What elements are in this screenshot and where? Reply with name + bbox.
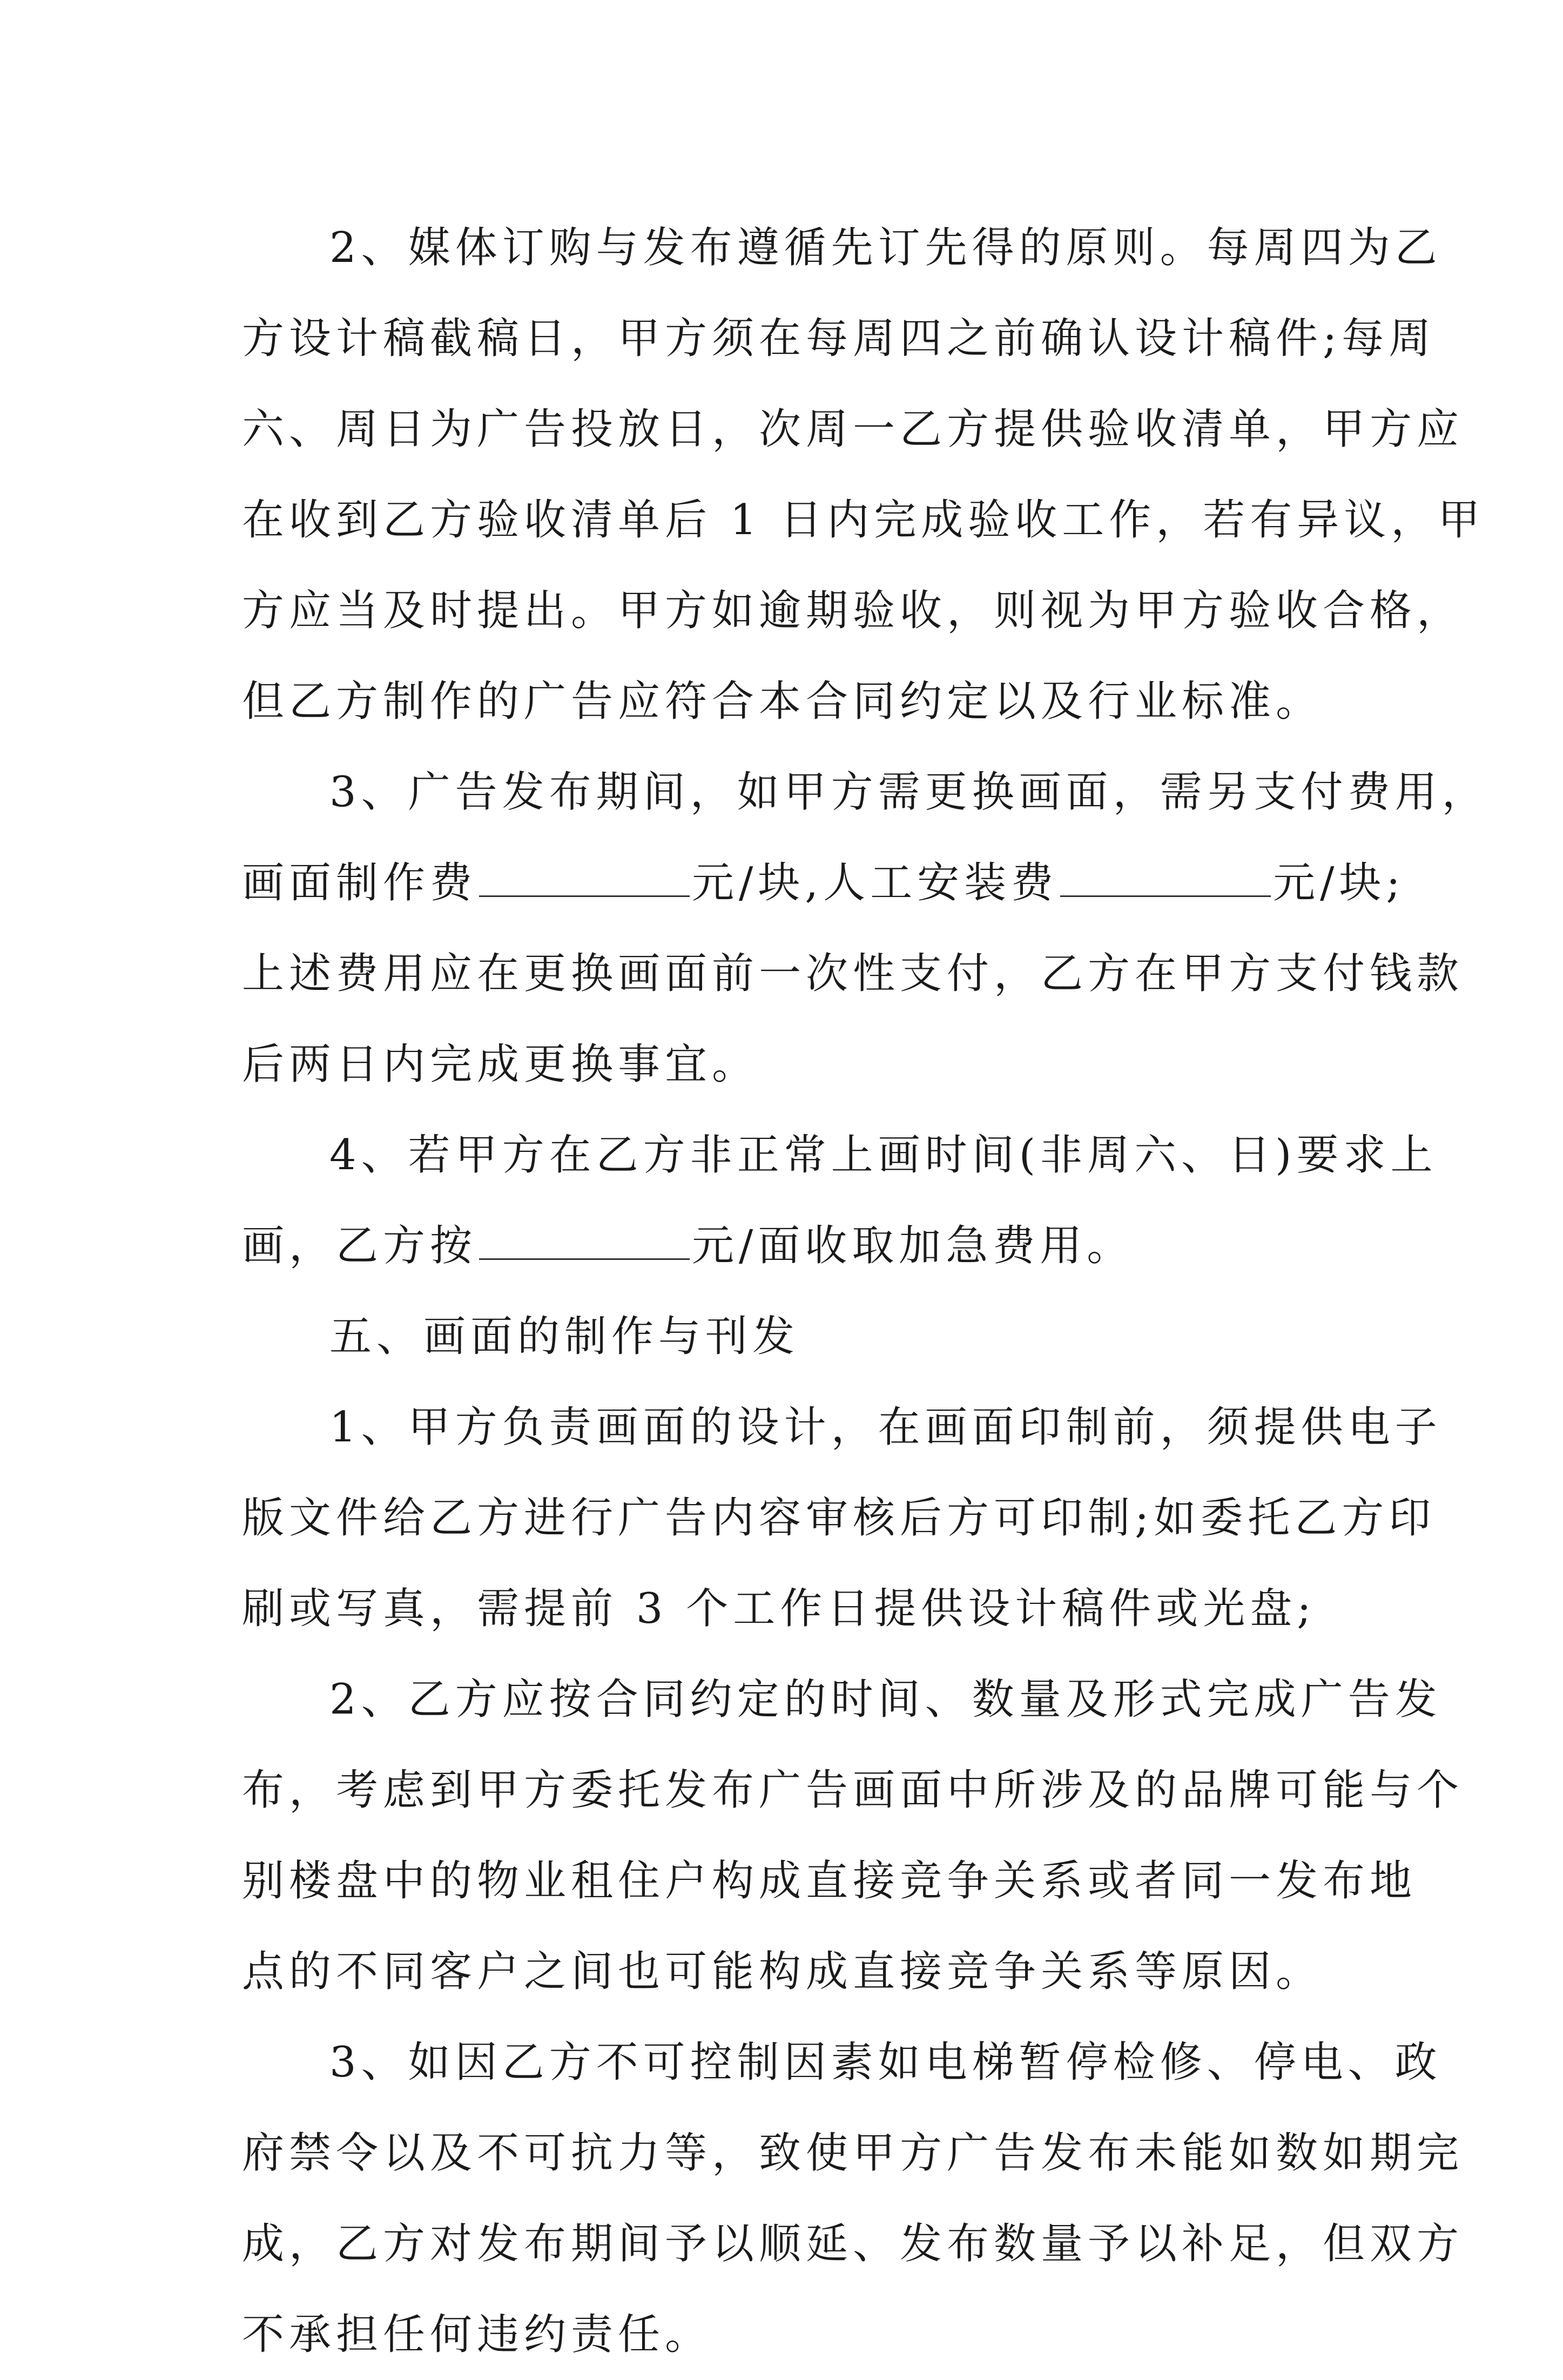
text-line: 后两日内完成更换事宜。 [242, 1040, 759, 1089]
fill-blank-urgent-fee [479, 1221, 690, 1260]
text-line: 不承担任何违约责任。 [242, 2310, 712, 2359]
text-line: 版文件给乙方进行广告内容审核后方可印制;如委托乙方印 [242, 1494, 1436, 1542]
text-line: 方应当及时提出。甲方如逾期验收，则视为甲方验收合格， [242, 586, 1464, 635]
paragraph-publishing-obligation [242, 1654, 1464, 2017]
text-line: 但乙方制作的广告应符合本合同约定以及行业标准。 [242, 677, 1323, 726]
document-body [242, 203, 1489, 2380]
paragraph-replace-fees [242, 747, 1489, 1110]
text-line: 1、甲方负责画面的设计，在画面印制前，须提供电子 [329, 1403, 1442, 1452]
text-line: 在收到乙方验收清单后 1 日内完成验收工作，若有异议，甲 [242, 496, 1485, 544]
paragraph-design-responsibility [242, 1382, 1442, 1654]
text-line: 成，乙方对发布期间予以顺延、发布数量予以补足，但双方 [242, 2220, 1464, 2268]
text-line: 布，考虑到甲方委托发布广告画面中所涉及的品牌可能与个 [242, 1766, 1464, 1815]
text-line: 2、媒体订购与发布遵循先订先得的原则。每周四为乙 [329, 224, 1442, 272]
text-line: 3、如因乙方不可控制因素如电梯暂停检修、停电、政 [329, 2038, 1442, 2087]
text-line: 4、若甲方在乙方非正常上画时间(非周六、日)要求上 [329, 1131, 1438, 1179]
fill-blank-install-fee [1060, 858, 1271, 897]
text-line: 府禁令以及不可抗力等，致使甲方广告发布未能如数如期完 [242, 2129, 1464, 2177]
text-line: 3、广告发布期间，如甲方需更换画面，需另支付费用， [329, 768, 1489, 817]
text-line: 刷或写真，需提前 3 个工作日提供设计稿件或光盘; [242, 1585, 1316, 1633]
text-line: 点的不同客户之间也可能构成直接竞争关系等原因。 [242, 1947, 1323, 1996]
text-line: 六、周日为广告投放日，次周一乙方提供验收清单，甲方应 [242, 405, 1464, 454]
text-segment: 元/块; [1273, 859, 1405, 907]
text-line: 2、乙方应按合同约定的时间、数量及形式完成广告发 [329, 1675, 1442, 1724]
text-line-with-blank [242, 1201, 1344, 1291]
text-line: 别楼盘中的物业租住户构成直接竞争关系或者同一发布地 [242, 1857, 1417, 1905]
paragraph-force-majeure [242, 2017, 1464, 2380]
text-segment: 元/面收取加急费用。 [692, 1222, 1134, 1270]
text-line: 方设计稿截稿日，甲方须在每周四之前确认设计稿件;每周 [242, 314, 1436, 363]
text-segment: 元/块,人工安装费 [692, 859, 1059, 907]
text-line: 上述费用应在更换画面前一次性支付，乙方在甲方支付钱款 [242, 949, 1464, 998]
paragraph-urgent-fee [242, 1110, 1438, 1291]
fill-blank-production-fee [479, 858, 690, 897]
paragraph-media-ordering [242, 203, 1485, 747]
text-segment: 画，乙方按 [242, 1222, 477, 1270]
text-segment: 画面制作费 [242, 859, 477, 907]
section-heading: 五、画面的制作与刊发 [329, 1312, 800, 1361]
text-line-with-blanks [242, 838, 1405, 928]
